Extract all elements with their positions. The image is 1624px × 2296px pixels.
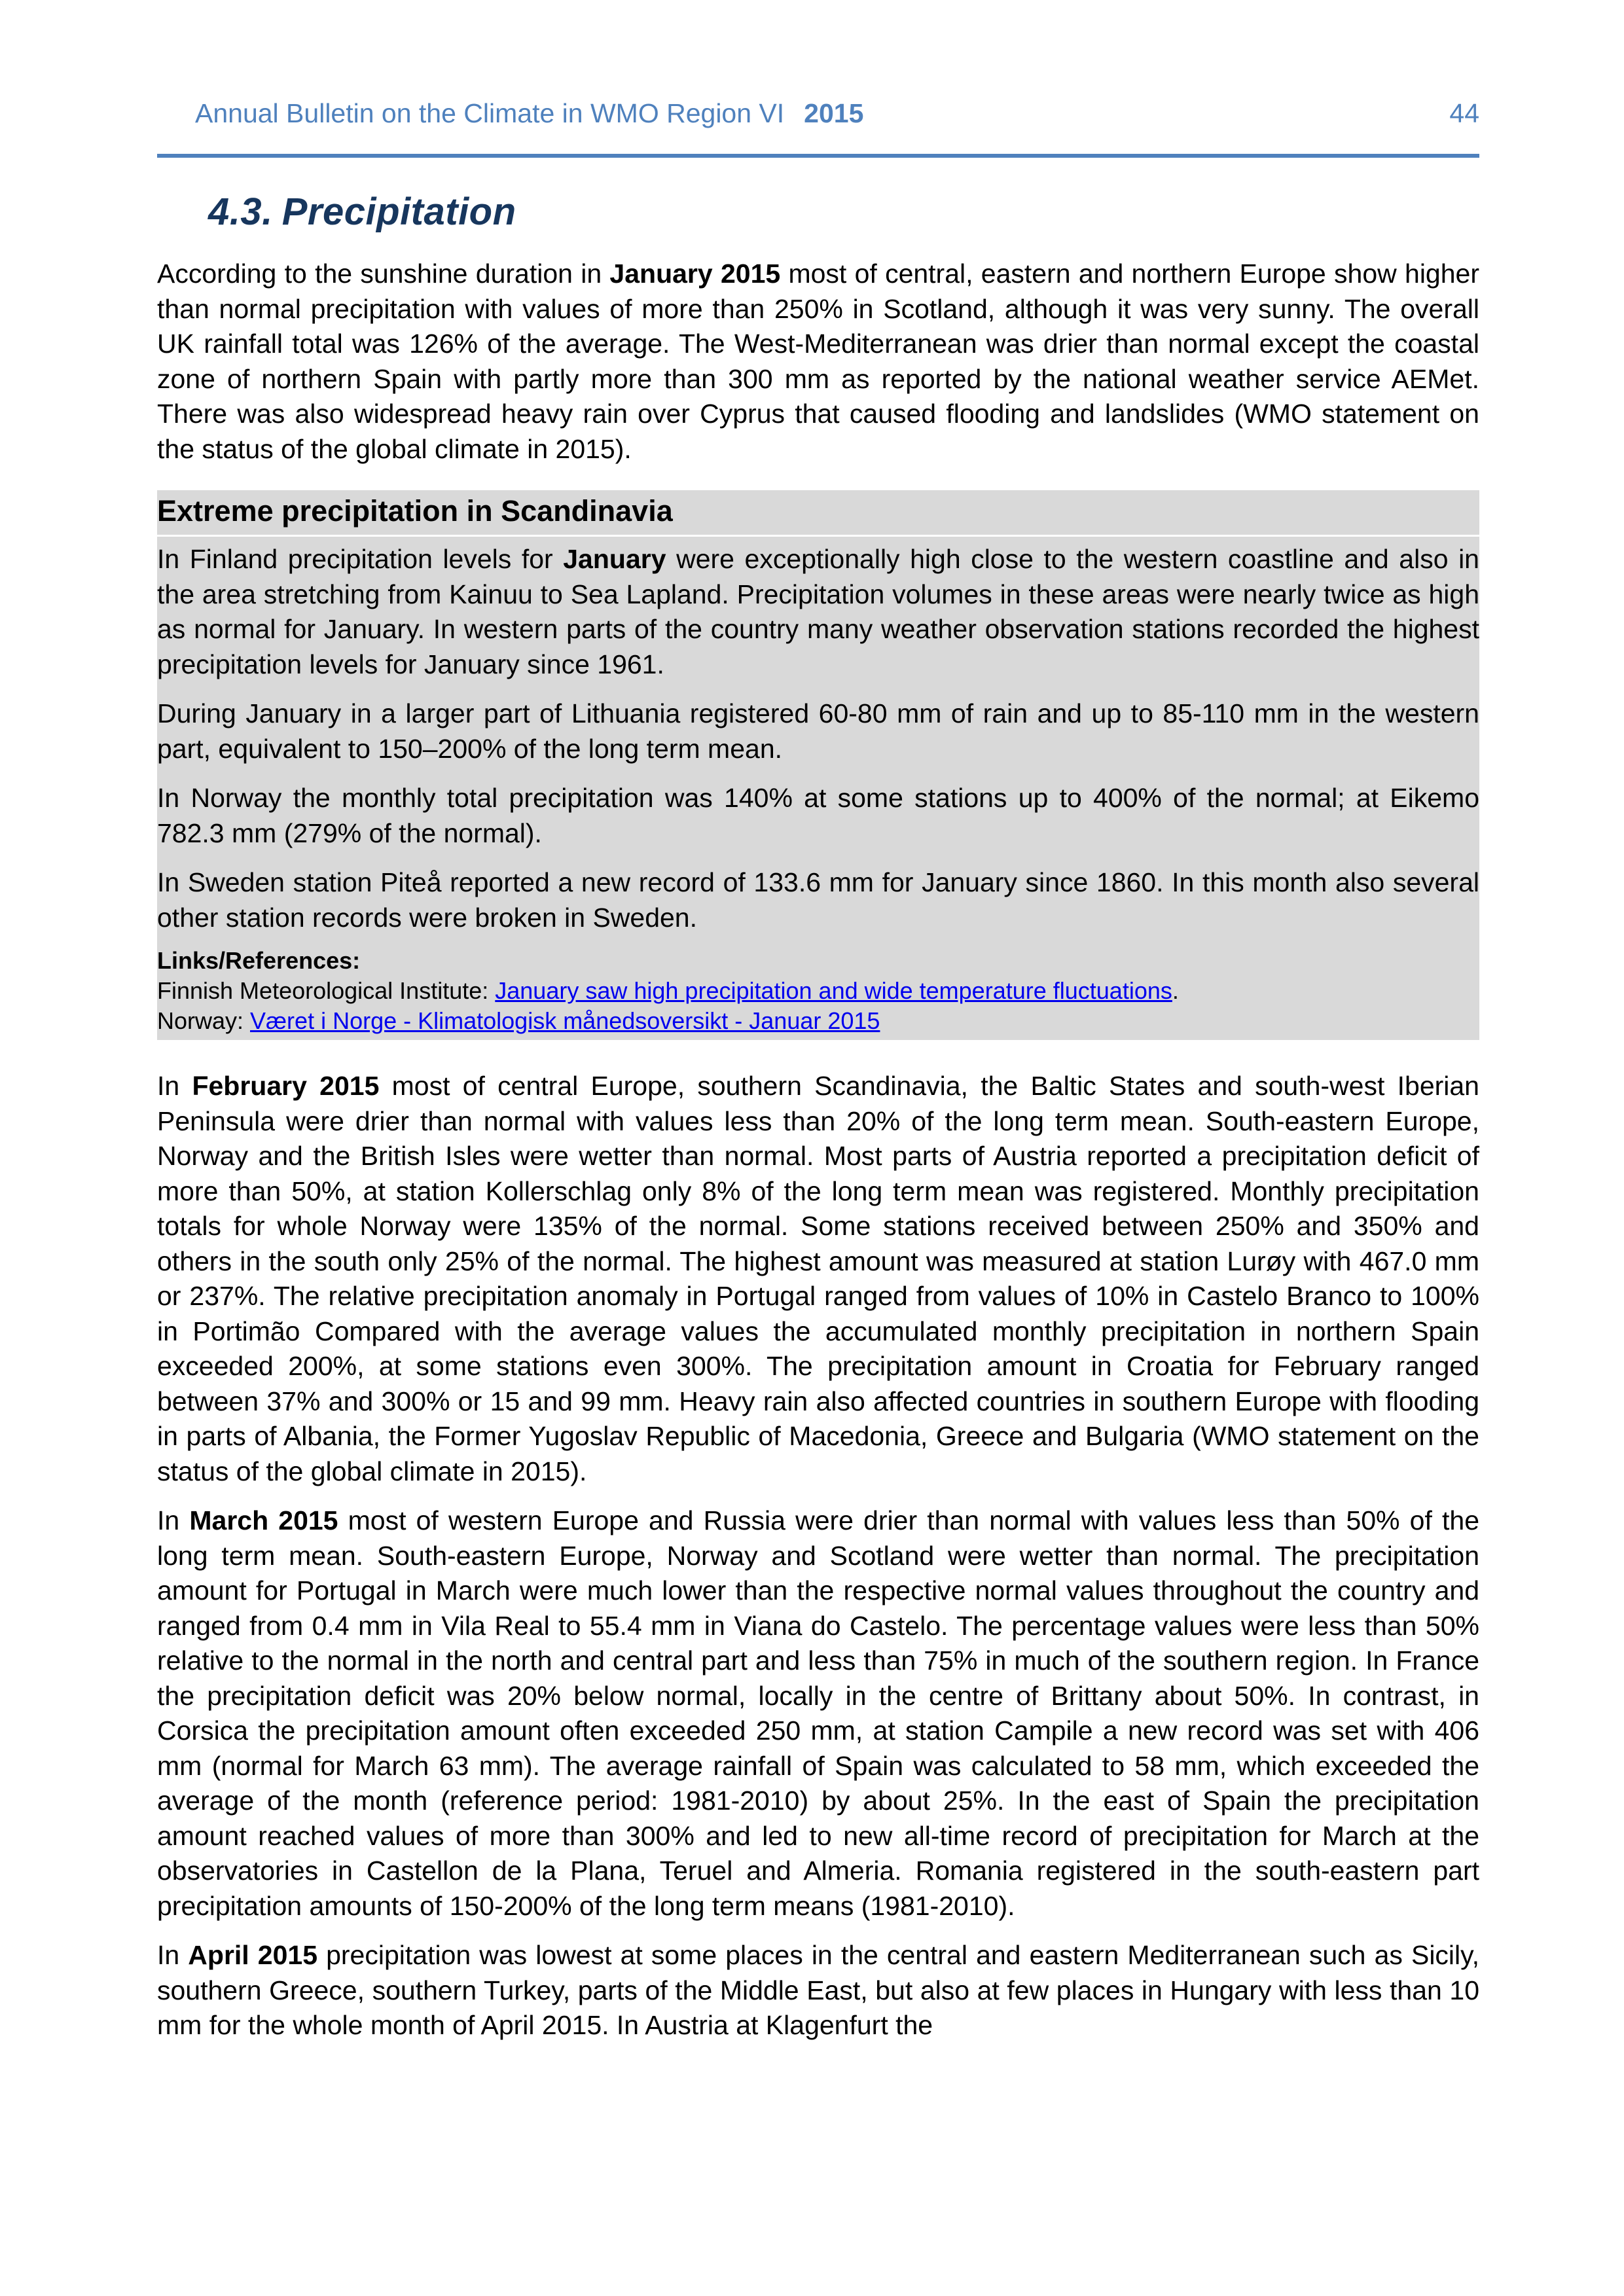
box-title: Extreme precipitation in Scandinavia — [157, 494, 673, 528]
box-paragraph-sweden: In Sweden station Piteå reported a new record of 133.6 mm for January since 1860. In this month also several other station records were broken in Sweden. — [157, 867, 1479, 933]
section-heading — [208, 190, 516, 234]
page-header — [157, 92, 1479, 137]
section-number: 4.3. — [208, 190, 273, 233]
references-heading: Links/References: — [157, 947, 361, 974]
box-paragraph-norway: In Norway the monthly total precipitation was 140% at some stations up to 400% of the normal; at Eikemo 782.3 mm (279% of the normal). — [157, 783, 1479, 848]
paragraph-april: In April 2015 precipitation was lowest at some places in the central and eastern Mediterranean such as Sicily, southern Greece, southern Turkey, parts of the Middle East, but also at few places in Hungary with less than 10 mm for the whole month of April 2015. In Austria at Klagenfurt the — [157, 1940, 1479, 2040]
reference-norway: Norway: Været i Norge - Klimatologisk månedsoversikt - Januar 2015 — [157, 1007, 880, 1034]
link-fmi-january[interactable]: January saw high precipitation and wide temperature fluctuations — [495, 977, 1172, 1004]
page-number: 44 — [1449, 98, 1479, 128]
header-title: Annual Bulletin on the Climate in WMO Region VI 2015 — [195, 98, 864, 128]
body-content — [157, 257, 1479, 2043]
header-rule — [157, 154, 1479, 158]
box-divider — [157, 535, 1479, 537]
scandinavia-box — [157, 490, 1479, 1040]
references — [157, 946, 1479, 1036]
header-year: 2015 — [804, 98, 864, 128]
link-met-norway-january[interactable]: Været i Norge - Klimatologisk månedsoversikt - Januar 2015 — [250, 1007, 880, 1034]
reference-finland: Finnish Meteorological Institute: January saw high precipitation and wide temperature fluctuations. — [157, 977, 1179, 1004]
section-title: Precipitation — [281, 190, 516, 233]
box-paragraph-lithuania: During January in a larger part of Lithuania registered 60-80 mm of rain and up to 85-110 mm in the western part, equivalent to 150–200% of the long term mean. — [157, 698, 1479, 764]
box-paragraph-finland: In Finland precipitation levels for January were exceptionally high close to the western coastline and also in the area stretching from Kainuu to Sea Lapland. Precipitation volumes in these areas were nearly twice as high as normal for January. In western parts of the country many weather observation stations recorded the highest precipitation levels for January since 1961. — [157, 544, 1479, 679]
paragraph-march: In March 2015 most of western Europe and Russia were drier than normal with values less than 50% of the long term mean. South-eastern Europe, Norway and Scotland were wetter than normal. The precipitation amount for Portugal in March were much lower than the respective normal values throughout the country and ranged from 0.4 mm in Vila Real to 55.4 mm in Viana do Castelo. The percentage values were less than 50% relative to the normal in the north and central part and less than 75% in much of the southern region. In France the precipitation deficit was 20% below normal, locally in the centre of Brittany about 50%. In contrast, in Corsica the precipitation amount often exceeded 250 mm, at station Campile a new record was set with 406 mm (normal for March 63 mm). The average rainfall of Spain was calculated to 58 mm, which exceeded the average of the month (reference period: 1981-2010) by about 25%. In the east of Spain the precipitation amount reached values of more than 300% and led to new all-time record of precipitation for March at the observatories in Castellon de la Plana, Teruel and Almeria. Romania registered in the south-eastern part precipitation amounts of 150-200% of the long term means (1981-2010). — [157, 1505, 1479, 1921]
paragraph-january: According to the sunshine duration in January 2015 most of central, eastern and northern Europe show higher than normal precipitation with values of more than 250% in Scotland, although it was very sunny. The overall UK rainfall total was 126% of the average. The West-Mediterranean was drier than normal except the coastal zone of northern Spain with partly more than 300 mm as reported by the national weather service AEMet. There was also widespread heavy rain over Cyprus that caused flooding and landslides (WMO statement on the status of the global climate in 2015). — [157, 259, 1479, 464]
paragraph-february: In February 2015 most of central Europe, southern Scandinavia, the Baltic States and south-west Iberian Peninsula were drier than normal with values less than 20% of the long term mean. South-eastern Europe, Norway and the British Isles were wetter than normal. Most parts of Austria reported a precipitation deficit of more than 50%, at station Kollerschlag only 8% of the long term mean was registered. Monthly precipitation totals for whole Norway were 135% of the normal. Some stations received between 250% and 350% and others in the south only 25% of the normal. The highest amount was measured at station Lurøy with 467.0 mm or 237%. The relative precipitation anomaly in Portugal ranged from values of 10% in Castelo Branco to 100% in Portimão Compared with the average values the accumulated monthly precipitation in northern Spain exceeded 200%, at some stations even 300%. The precipitation amount in Croatia for February ranged between 37% and 300% or 15 and 99 mm. Heavy rain also affected countries in southern Europe with flooding in parts of Albania, the Former Yugoslav Republic of Macedonia, Greece and Bulgaria (WMO statement on the status of the global climate in 2015). — [157, 1071, 1479, 1486]
